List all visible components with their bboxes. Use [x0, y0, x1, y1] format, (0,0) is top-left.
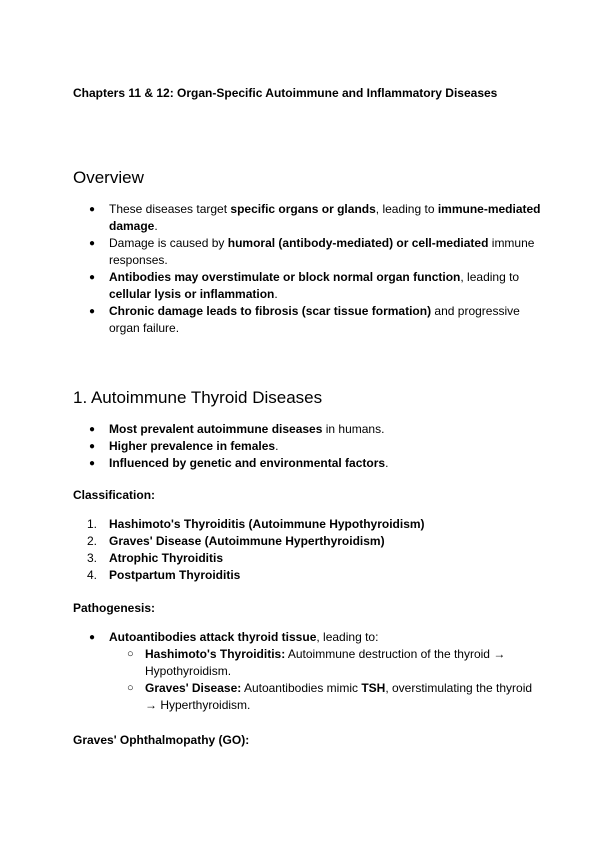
text-run: Damage is caused by — [109, 236, 228, 250]
overview-item-text — [109, 304, 520, 335]
bold-text: Antibodies may overstimulate or block normal organ function — [109, 270, 461, 284]
ophthalmopathy-heading: Graves' Ophthalmopathy (GO): — [73, 733, 250, 747]
overview-item — [73, 303, 543, 337]
bullet-icon: ● — [89, 272, 96, 283]
classification-item-text: Atrophic Thyroiditis — [109, 551, 223, 565]
overview-item — [73, 235, 543, 269]
text-run: . — [275, 439, 279, 453]
bold-text: specific organs or glands — [230, 202, 376, 216]
bullet-icon: ● — [89, 458, 96, 469]
text-run: , leading to — [460, 270, 520, 284]
overview-item — [73, 201, 543, 235]
overview-item-text — [109, 236, 534, 267]
pathogenesis-subitem — [73, 646, 543, 680]
pathogenesis-item — [73, 629, 543, 646]
pathogenesis-subitem — [73, 680, 543, 714]
text-run: These diseases target — [109, 202, 231, 216]
text-run: , leading to: — [316, 630, 379, 644]
section1-item — [73, 455, 543, 472]
text-run: . — [385, 456, 389, 470]
overview-item-text — [109, 270, 519, 301]
classification-heading: Classification: — [73, 488, 156, 502]
classification-item-text: Postpartum Thyroiditis — [109, 568, 241, 582]
section1-item — [73, 421, 543, 438]
pathogenesis-heading: Pathogenesis: — [73, 601, 156, 615]
bold-text: Graves' Disease: — [145, 681, 242, 695]
pathogenesis-subitem-text — [145, 681, 532, 712]
bold-text: Influenced by genetic and environmental factors — [109, 456, 386, 470]
bullet-icon: ● — [89, 306, 96, 317]
section1-item-text — [109, 456, 388, 470]
text-run: , overstimulating the thyroid → Hyperthyroidism. — [145, 681, 533, 712]
text-run: Autoimmune destruction of the thyroid → Hypothyroidism. — [145, 647, 506, 678]
overview-item-text — [109, 202, 541, 233]
hollow-bullet-icon: ○ — [127, 682, 134, 694]
list-number: 3. — [87, 551, 98, 565]
bold-text: Autoantibodies attack thyroid tissue — [109, 630, 317, 644]
classification-item — [73, 516, 543, 533]
text-run: in humans. — [322, 422, 385, 436]
classification-item — [73, 567, 543, 584]
bold-text: TSH — [361, 681, 386, 695]
bullet-icon: ● — [89, 238, 96, 249]
bold-text: Hashimoto's Thyroiditis: — [145, 647, 286, 661]
section1-item — [73, 438, 543, 455]
overview-heading: Overview — [73, 168, 144, 187]
classification-item-text: Hashimoto's Thyroiditis (Autoimmune Hypothyroidism) — [109, 517, 425, 531]
text-run: , leading to — [375, 202, 438, 216]
overview-item — [73, 269, 543, 303]
pathogenesis-subitem-text — [145, 647, 505, 678]
text-run: . — [274, 287, 278, 301]
bullet-icon: ● — [89, 441, 96, 452]
list-number: 4. — [87, 568, 98, 582]
classification-item — [73, 533, 543, 550]
hollow-bullet-icon: ○ — [127, 648, 134, 660]
classification-item — [73, 550, 543, 567]
bold-text: immune-mediated damage — [109, 202, 541, 233]
bold-text: Higher prevalence in females — [109, 439, 276, 453]
text-run: and progressive organ failure. — [109, 304, 520, 335]
bullet-icon: ● — [89, 424, 96, 435]
bullet-icon: ● — [89, 204, 96, 215]
bold-text: humoral (antibody-mediated) or cell-mediated — [227, 236, 489, 250]
text-run: Autoantibodies mimic — [241, 681, 362, 695]
classification-item-text: Graves' Disease (Autoimmune Hyperthyroidism) — [109, 534, 385, 548]
list-number: 1. — [87, 517, 98, 531]
bold-text: Most prevalent autoimmune diseases — [109, 422, 323, 436]
text-run: immune responses. — [109, 236, 535, 267]
bold-text: cellular lysis or inflammation — [109, 287, 275, 301]
section1-list — [73, 421, 543, 472]
section1-item-text — [109, 439, 278, 453]
bold-text: Chronic damage leads to fibrosis (scar tissue formation) — [109, 304, 432, 318]
list-number: 2. — [87, 534, 98, 548]
section1-item-text — [109, 422, 384, 436]
document-title: Chapters 11 & 12: Organ-Specific Autoimmune and Inflammatory Diseases — [73, 86, 498, 100]
text-run: . — [154, 219, 158, 233]
bullet-icon: ● — [89, 632, 96, 643]
section1-heading: 1. Autoimmune Thyroid Diseases — [73, 388, 323, 407]
overview-list — [73, 201, 543, 337]
classification-list — [73, 516, 543, 584]
pathogenesis-list — [73, 629, 543, 714]
pathogenesis-item-text — [109, 630, 378, 644]
